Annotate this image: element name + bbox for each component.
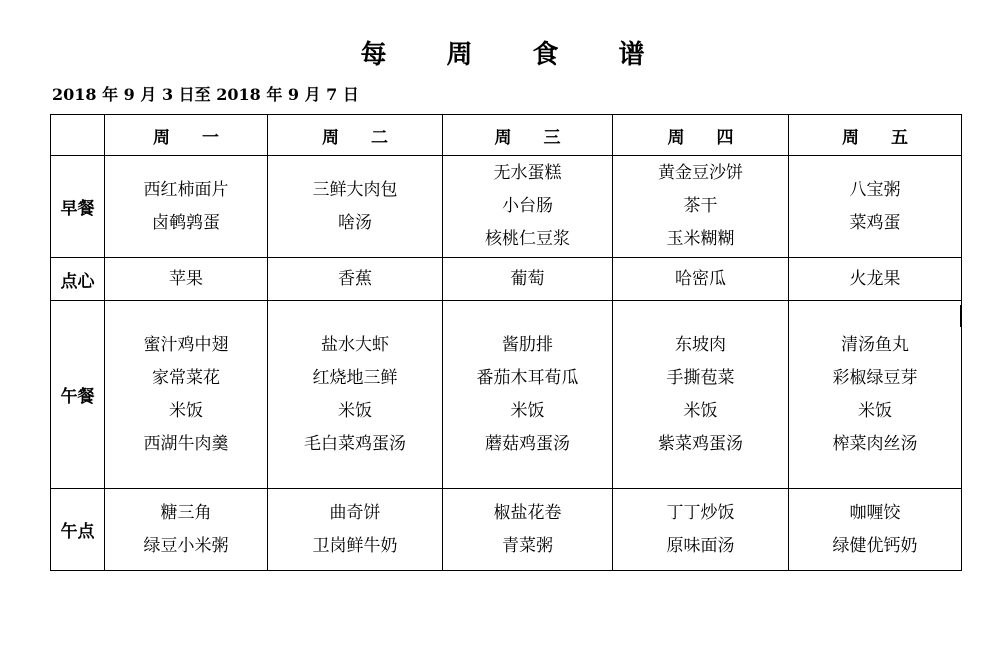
dish: 菜鸡蛋 (849, 212, 901, 233)
dish: 无水蛋糕 (493, 163, 562, 183)
menu-cell (268, 301, 443, 489)
menu-cell (789, 301, 962, 489)
menu-cell (789, 258, 962, 301)
dish: 丁丁炒饭 (666, 502, 735, 523)
meal-label: 早餐 (51, 156, 105, 258)
meal-label: 午点 (51, 489, 105, 571)
dish: 椒盐花卷 (493, 502, 562, 523)
dish: 酱肋排 (502, 334, 553, 355)
menu-cell (443, 301, 613, 489)
dish: 米饭 (858, 400, 892, 421)
dish: 玉米糊糊 (666, 229, 735, 249)
weekly-menu-table (50, 114, 962, 571)
dish: 火龙果 (849, 268, 901, 289)
table-row (51, 301, 962, 489)
dish: 紫菜鸡蛋汤 (658, 433, 743, 454)
day-header: 周 五 (789, 115, 962, 156)
menu-cell (105, 156, 268, 258)
menu-cell (789, 156, 962, 258)
menu-cell (268, 489, 443, 571)
dish: 葡萄 (510, 268, 545, 289)
dish: 原味面汤 (666, 535, 735, 556)
dish: 绿健优钙奶 (832, 535, 918, 556)
dish: 红烧地三鲜 (312, 367, 398, 388)
meal-label: 点心 (51, 258, 105, 301)
dish: 清汤鱼丸 (841, 334, 909, 355)
menu-cell (613, 258, 789, 301)
dish: 毛白菜鸡蛋汤 (304, 433, 406, 454)
menu-cell (268, 258, 443, 301)
dish: 手撕苞菜 (666, 367, 735, 388)
title-char: 周 (446, 40, 473, 70)
dish: 米饭 (510, 400, 545, 421)
table-row (51, 258, 962, 301)
header-row (51, 115, 962, 156)
dish: 家常菜花 (152, 367, 220, 388)
meal-label: 午餐 (51, 301, 105, 489)
day-header: 周 四 (613, 115, 789, 156)
dish: 榨菜肉丝汤 (832, 433, 918, 454)
dish: 香蕉 (338, 268, 372, 289)
dish: 米饭 (338, 400, 372, 421)
title-char: 每 (360, 40, 387, 70)
title-char: 食 (532, 40, 559, 70)
dish: 盐水大虾 (321, 334, 389, 355)
text-cursor (960, 305, 962, 327)
day-header: 周 三 (443, 115, 613, 156)
dish: 东坡肉 (675, 334, 726, 355)
day-header: 周 一 (105, 115, 268, 156)
dish: 八宝粥 (849, 179, 901, 200)
title-char: 谱 (618, 40, 645, 70)
dish: 啥汤 (338, 212, 372, 233)
dish: 曲奇饼 (329, 502, 381, 523)
menu-cell (268, 156, 443, 258)
dish: 蘑菇鸡蛋汤 (485, 433, 570, 454)
dish: 蜜汁鸡中翅 (143, 334, 229, 355)
dish: 米饭 (683, 400, 718, 421)
table-row (51, 156, 962, 258)
menu-cell (443, 489, 613, 571)
dish: 西湖牛肉羹 (143, 433, 229, 454)
corner-cell (51, 115, 105, 156)
dish: 黄金豆沙饼 (658, 163, 743, 183)
menu-cell (613, 301, 789, 489)
dish: 番茄木耳荀瓜 (476, 367, 579, 388)
page-title (0, 34, 1005, 71)
dish: 糖三角 (160, 502, 212, 523)
dish: 茶干 (683, 196, 718, 216)
dish: 卤鹌鹑蛋 (152, 212, 220, 233)
dish: 卫岗鲜牛奶 (312, 535, 398, 556)
dish: 哈密瓜 (675, 268, 726, 289)
menu-cell (443, 258, 613, 301)
dish: 青菜粥 (502, 535, 553, 556)
dish: 西红柿面片 (143, 179, 229, 200)
menu-cell (105, 258, 268, 301)
dish: 绿豆小米粥 (143, 535, 229, 556)
menu-cell (105, 489, 268, 571)
day-header: 周 二 (268, 115, 443, 156)
dish: 核桃仁豆浆 (485, 229, 570, 249)
menu-cell (613, 156, 789, 258)
table-row (51, 489, 962, 571)
dish: 三鲜大肉包 (312, 179, 398, 200)
menu-cell (613, 489, 789, 571)
dish: 苹果 (169, 268, 203, 289)
menu-cell (105, 301, 268, 489)
date-range: 2018 年 9 月 3 日至 2018 年 9 月 7 日 (52, 85, 359, 104)
menu-cell (789, 489, 962, 571)
dish: 米饭 (169, 400, 203, 421)
dish: 咖喱饺 (849, 502, 901, 523)
dish: 小台肠 (502, 196, 553, 216)
menu-cell (443, 156, 613, 258)
dish: 彩椒绿豆芽 (832, 367, 918, 388)
